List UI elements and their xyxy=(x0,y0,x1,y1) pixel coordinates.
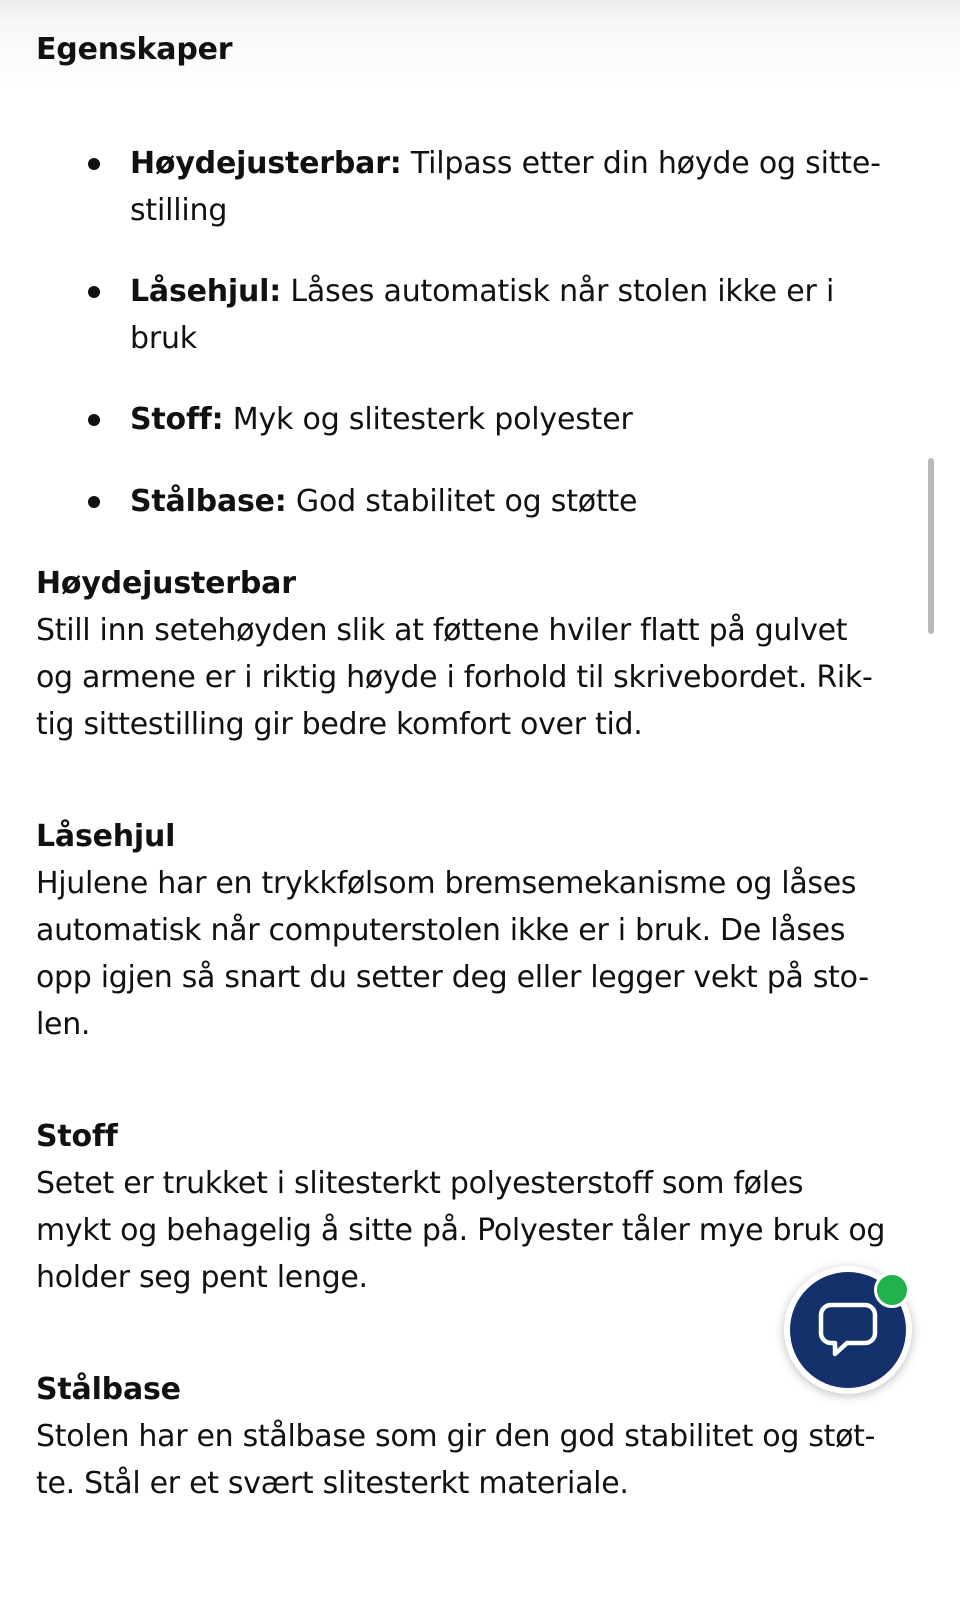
scrollbar-thumb[interactable] xyxy=(928,458,934,634)
detail-heading: Stålbase xyxy=(36,1372,181,1407)
feature-text: Låses automatisk når stolen ikke er i xyxy=(281,274,835,309)
list-item xyxy=(130,478,900,525)
detail-line: Still inn setehøyden slik at føttene hviler flatt på gulvet xyxy=(36,613,848,648)
detail-block-height-adjustable xyxy=(36,560,908,748)
detail-block-steel-base xyxy=(36,1366,908,1507)
detail-line: Setet er trukket i slitesterkt polyesterstoff som føles xyxy=(36,1166,804,1201)
speech-bubble-icon xyxy=(817,1301,879,1359)
bullet-icon xyxy=(88,496,100,508)
feature-text: Tilpass etter din høyde og sitte- xyxy=(401,146,881,181)
feature-text: Myk og slitesterk polyester xyxy=(223,402,633,437)
list-item xyxy=(130,268,900,362)
list-item xyxy=(130,140,900,234)
feature-text-continued: stilling xyxy=(130,193,228,228)
detail-line: tig sittestilling gir bedre komfort over tid. xyxy=(36,707,643,742)
detail-line: te. Stål er et svært slitesterkt materiale. xyxy=(36,1466,629,1501)
bullet-icon xyxy=(88,286,100,298)
detail-line: Stolen har en stålbase som gir den god stabilitet og støt- xyxy=(36,1419,876,1454)
detail-line: len. xyxy=(36,1007,91,1042)
section-title: Egenskaper xyxy=(36,32,233,67)
detail-line: Hjulene har en trykkfølsom bremsemekanisme og låses xyxy=(36,866,857,901)
detail-block-fabric xyxy=(36,1113,908,1301)
detail-block-locking-wheels xyxy=(36,813,908,1048)
detail-heading: Høydejusterbar xyxy=(36,566,296,601)
detail-line: automatisk når computerstolen ikke er i bruk. De låses xyxy=(36,913,846,948)
feature-text-continued: bruk xyxy=(130,321,197,356)
bullet-icon xyxy=(88,414,100,426)
detail-heading: Låsehjul xyxy=(36,819,176,854)
feature-label: Stoff: xyxy=(130,402,224,437)
detail-line: mykt og behagelig å sitte på. Polyester tåler mye bruk og xyxy=(36,1213,886,1248)
online-status-dot xyxy=(874,1272,910,1308)
feature-label: Høydejusterbar: xyxy=(130,146,402,181)
detail-heading: Stoff xyxy=(36,1119,118,1154)
feature-label: Låsehjul: xyxy=(130,274,282,309)
list-item xyxy=(130,396,900,443)
feature-text: God stabilitet og støtte xyxy=(286,484,638,519)
detail-line: opp igjen så snart du setter deg eller legger vekt på sto- xyxy=(36,960,869,995)
detail-line: og armene er i riktig høyde i forhold til skrivebordet. Rik- xyxy=(36,660,873,695)
bullet-icon xyxy=(88,158,100,170)
feature-label: Stålbase: xyxy=(130,484,287,519)
detail-line: holder seg pent lenge. xyxy=(36,1260,368,1295)
